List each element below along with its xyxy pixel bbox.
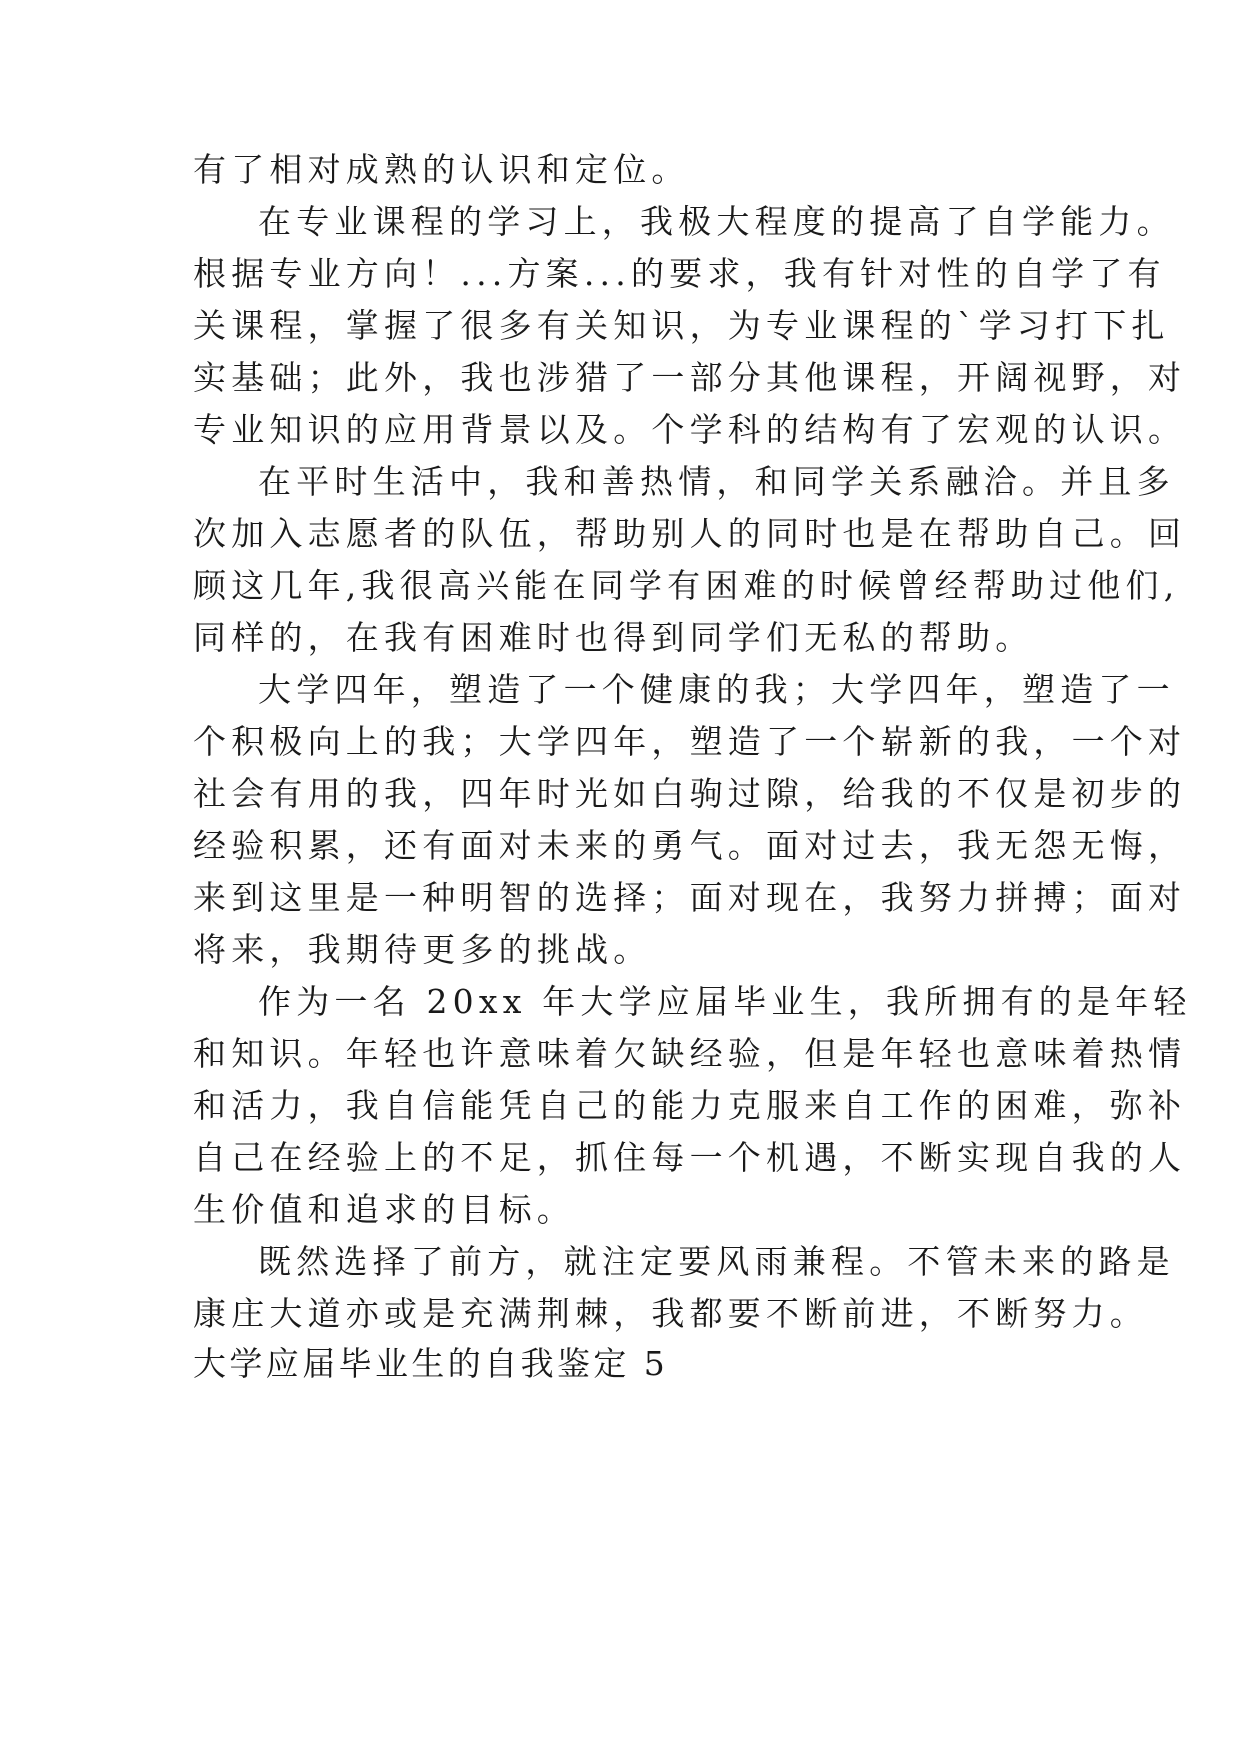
- text-line: 和活力，我自信能凭自己的能力克服来自工作的困难，弥补: [193, 1086, 1187, 1125]
- paragraph-first-line: 在平时生活中，我和善热情，和同学关系融洽。并且多: [258, 462, 1175, 501]
- paragraph-first-line: 既然选择了前方，就注定要风雨兼程。不管未来的路是: [258, 1242, 1175, 1281]
- text-line: 关课程，掌握了很多有关知识，为专业课程的`学习打下扎: [193, 306, 1170, 345]
- text-line: 生价值和追求的目标。: [193, 1190, 575, 1229]
- text-line: 次加入志愿者的队伍，帮助别人的同时也是在帮助自己。回: [193, 514, 1187, 553]
- section-heading: 大学应届毕业生的自我鉴定 5: [193, 1344, 669, 1383]
- text-line: 有了相对成熟的认识和定位。: [193, 150, 690, 189]
- text-line: 和知识。年轻也许意味着欠缺经验，但是年轻也意味着热情: [193, 1034, 1187, 1073]
- text-line: 个积极向上的我；大学四年，塑造了一个崭新的我，一个对: [193, 722, 1187, 761]
- text-line: 根据专业方向！...方案...的要求，我有针对性的自学了有: [193, 254, 1166, 293]
- text-line: 来到这里是一种明智的选择；面对现在，我努力拼搏；面对: [193, 878, 1187, 917]
- text-line: 实基础；此外，我也涉猎了一部分其他课程，开阔视野，对: [193, 358, 1187, 397]
- paragraph-first-line: 在专业课程的学习上，我极大程度的提高了自学能力。: [258, 202, 1175, 241]
- text-line: 康庄大道亦或是充满荆棘，我都要不断前进，不断努力。: [193, 1294, 1148, 1333]
- paragraph-first-line: 大学四年，塑造了一个健康的我；大学四年，塑造了一: [258, 670, 1175, 709]
- paragraph-first-line: 作为一名 20xx 年大学应届毕业生，我所拥有的是年轻: [258, 982, 1192, 1021]
- text-line: 社会有用的我，四年时光如白驹过隙，给我的不仅是初步的: [193, 774, 1187, 813]
- text-line: 专业知识的应用背景以及。个学科的结构有了宏观的认识。: [193, 410, 1187, 449]
- text-line: 经验积累，还有面对未来的勇气。面对过去，我无怨无悔，: [193, 826, 1187, 865]
- text-line: 同样的，在我有困难时也得到同学们无私的帮助。: [193, 618, 1034, 657]
- text-line: 自己在经验上的不足，抓住每一个机遇，不断实现自我的人: [193, 1138, 1187, 1177]
- text-line: 顾这几年,我很高兴能在同学有困难的时候曾经帮助过他们,: [193, 566, 1180, 605]
- text-line: 将来，我期待更多的挑战。: [193, 930, 652, 969]
